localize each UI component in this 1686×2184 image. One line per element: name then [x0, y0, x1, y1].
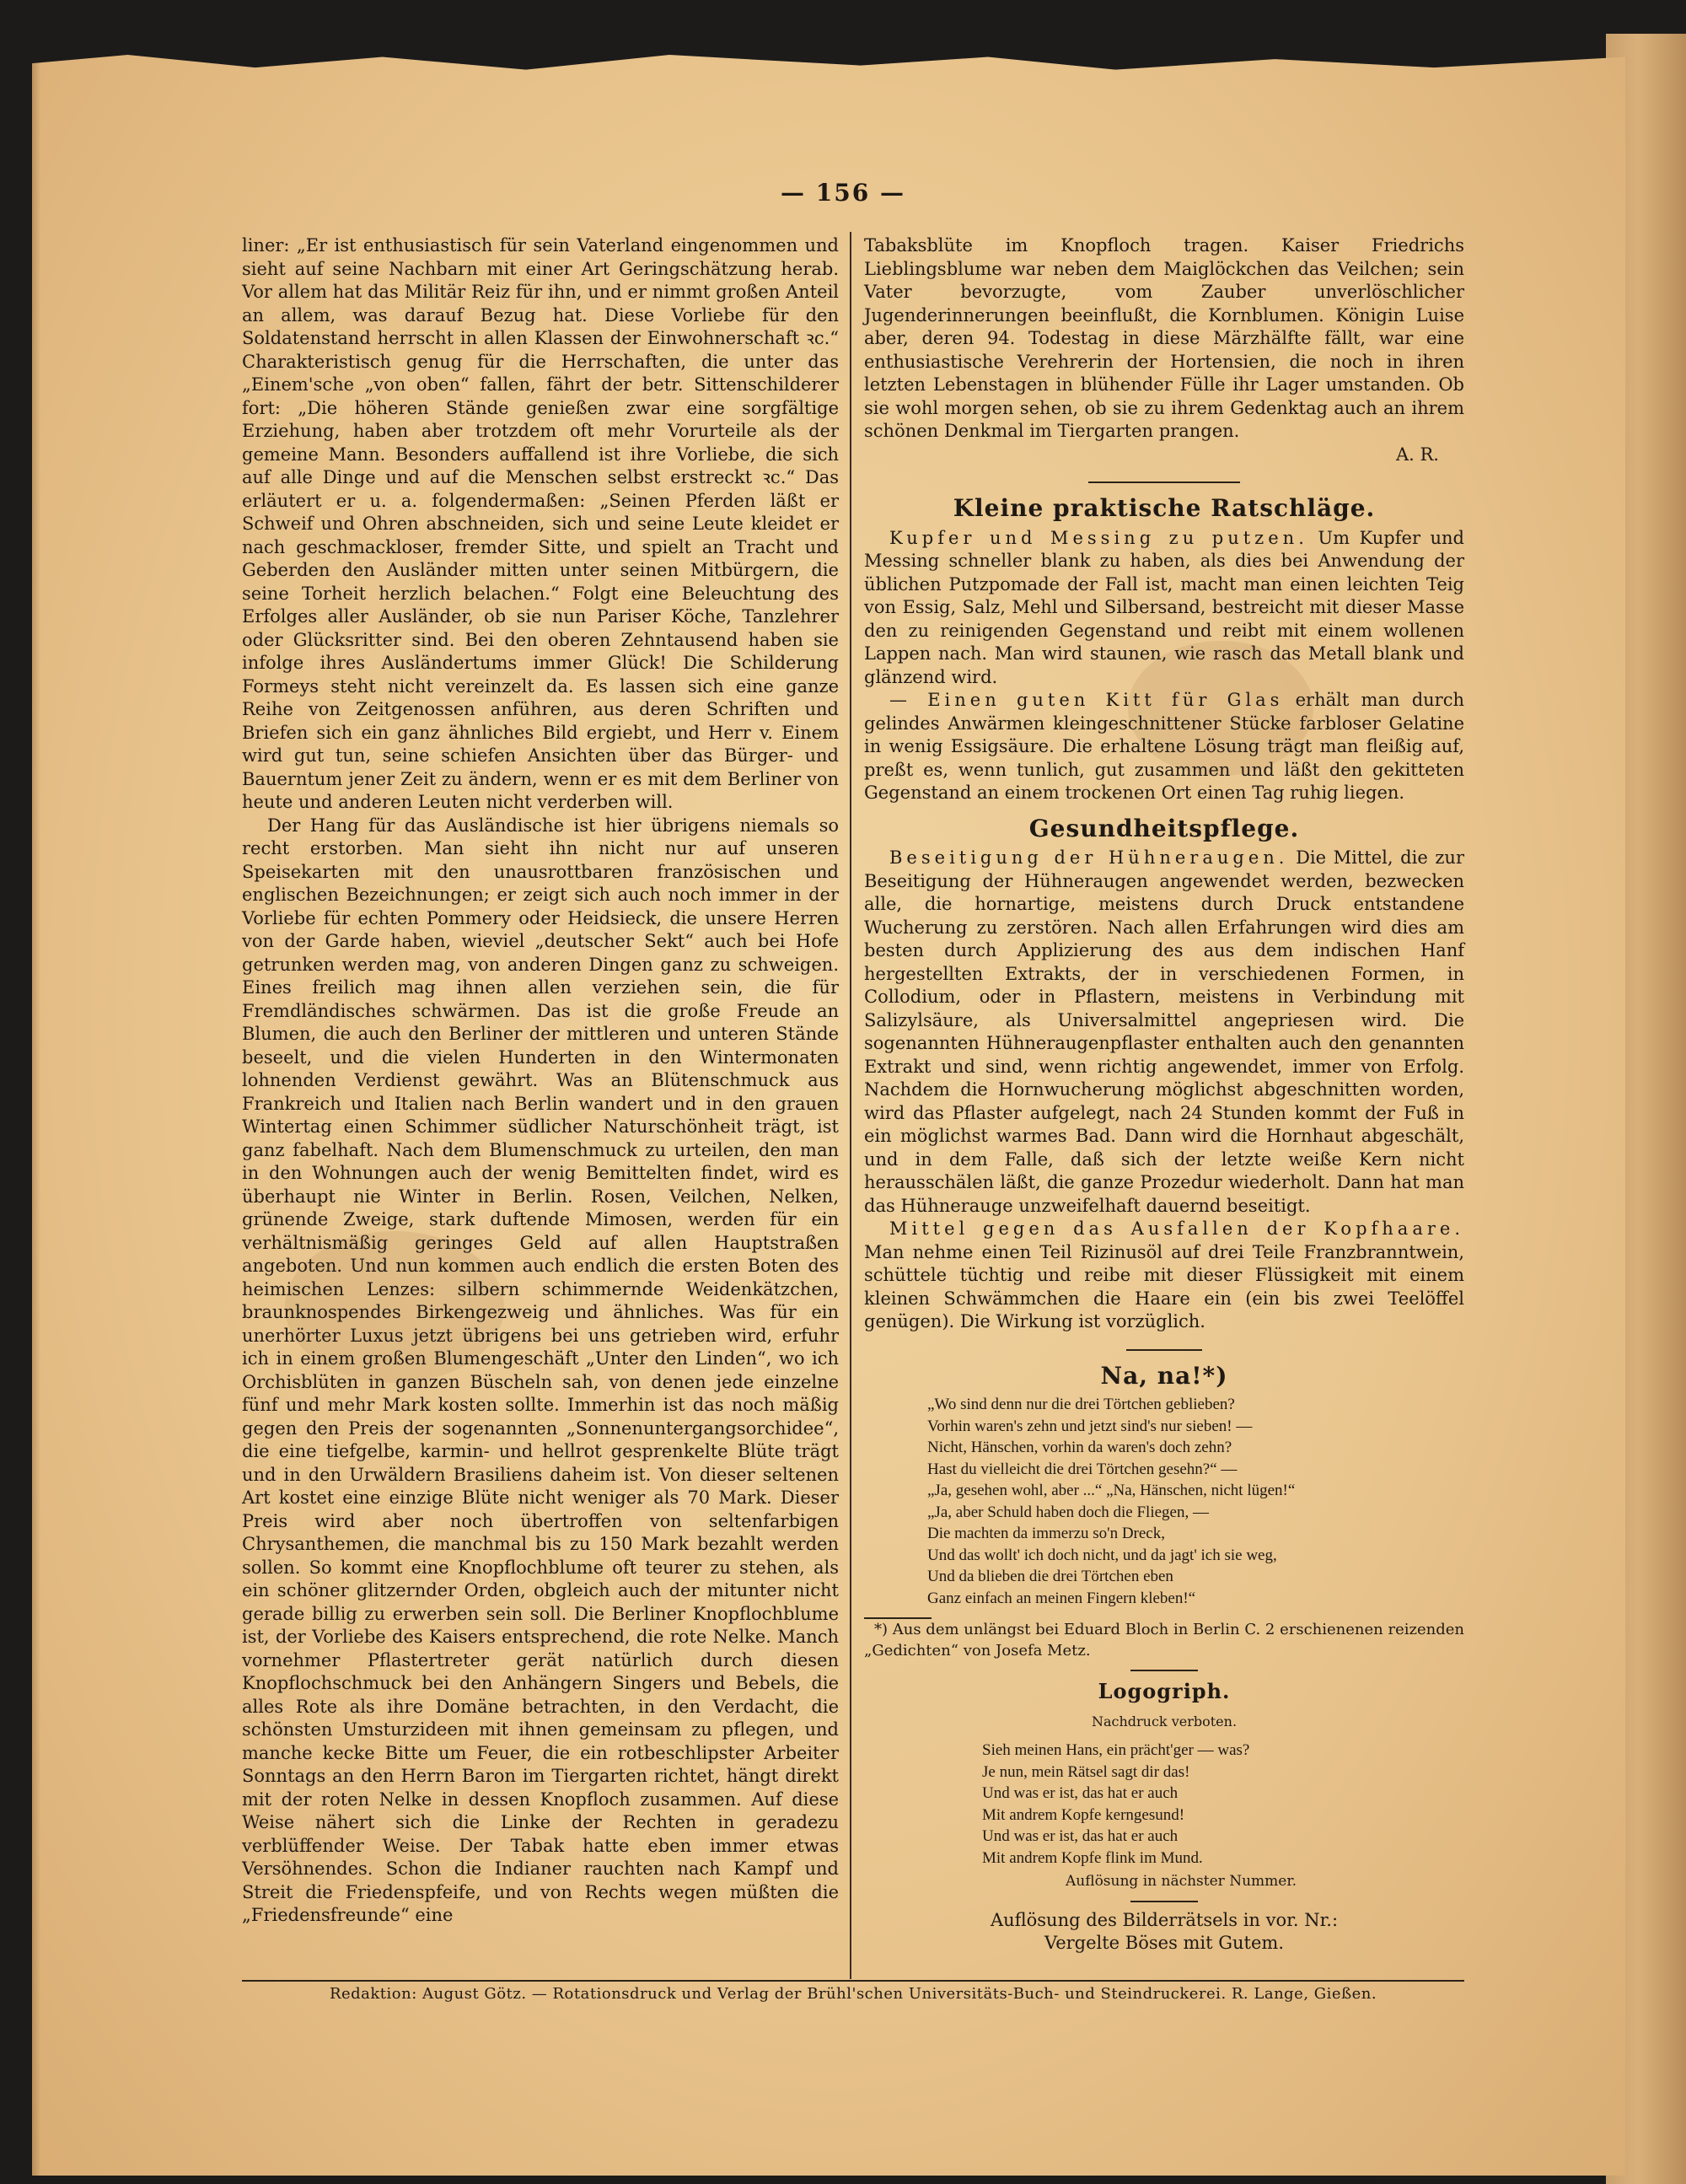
puzzle-solution-heading: Auflösung des Bilderrätsels in vor. Nr.:: [990, 1909, 1339, 1930]
section-title-ratschlaege: Kleine praktische Ratschläge.: [953, 494, 1376, 522]
poem-line: Ganz einfach an meinen Fingern kleben!“: [927, 1589, 1196, 1607]
poem-line: Nicht, Hänschen, vorhin da waren's doch zehn?: [927, 1439, 1232, 1456]
tip-kupfer-text: Um Kupfer und Messing schneller blank zu haben, als dies bei Anwendung der üblichen Putzpomade der Fall ist, macht man einen leichten Teig von Essig, Salz, Mehl und Silbersand, bestreicht mit dieser Masse den zu reinigenden Gegenstand und reibt mit einem wollenen Lappen nach. Man wird staunen, wie rasch das Metall blank und glänzend wird.: [864, 527, 1464, 687]
health-huehneraugen-heading: Beseitigung der Hühneraugen.: [889, 847, 1289, 868]
poem-title: Na, na!*): [1100, 1361, 1228, 1390]
health-haare-paragraph: [864, 1218, 1464, 1334]
logogriph-line: Und was er ist, das hat er auch: [982, 1827, 1179, 1845]
poem-line: Vorhin waren's zehn und jetzt sind's nur sieben! —: [927, 1417, 1253, 1435]
poem-line: Die machten da immerzu so'n Dreck,: [927, 1525, 1165, 1542]
logogriph-solution-note: Auflösung in nächster Nummer.: [1066, 1873, 1297, 1890]
imprint-footer: Redaktion: August Götz. — Rotationsdruck und Verlag der Brühl'schen Universitäts-Buch- und Steindruckerei. R. Lange, Gießen.: [329, 1985, 1377, 2003]
left-paragraph-2: Der Hang für das Ausländische ist hier übrigens niemals so recht erstorben. Man sieht ihn nicht nur auf unseren Speisekarten mit den unausrottbaren französischen und englischen Bezeichnungen; er zeigt sich auch noch immer in der Vorliebe für echten Pommery oder Heidsieck, die unsere Herren von der Garde haben, wieviel „deutscher Sekt“ auch bei Hofe getrunken werden mag, von anderen Dingen ganz zu schweigen. Eines freilich mag ihnen allen verziehen sein, die für Fremdländisches schwärmen. Das ist die große Freude an Blumen, die auch den Berliner der mittleren und unteren Stände beseelt, und die vielen Hunderten in den Wintermonaten lohnenden Verdienst gewährt. Was an Blütenschmuck aus Frankreich und Italien nach Berlin wandert und in den grauen Wintertag einen Schimmer südlicher Naturschönheit trägt, ist ganz fabelhaft. Nach dem Blumenschmuck zu urteilen, den man in den Wohnungen auch der wenig Bemittelten findet, wird es überhaupt nie Winter in Berlin. Rosen, Veilchen, Nelken, grünende Zweige, stark duftende Mimosen, werden für ein verhältnismäßig geringes Geld auf allen Hauptstraßen angeboten. Und nun kommen auch endlich die ersten Boten des heimischen Lenzes: silbern schimmernde Weidenkätzchen, braunknospendes Birkengezweig und ähnliches. Was für ein unerhörter Luxus jetzt übrigens bei uns getrieben wird, erfuhr ich in einem großen Blumengeschäft „Unter den Linden“, wo ich Orchisblüten in ganzen Büscheln sah, von denen jede einzelne fünf und mehr Mark kosten sollte. Immerhin ist das noch mäßig gegen den Preis der sogenannten „Sonnenuntergangsorchidee“, die eine tiefgelbe, karmin- und hellrot gesprenkelte Blüte trägt und in den Urwäldern Brasiliens daheim ist. Von dieser seltenen Art kostet eine einzige Blüte nicht weniger als 70 Mark. Dieser Preis wird aber noch übertroffen von seltenfarbigen Chrysanthemen, die manchmal bis zu 150 Mark bezahlt werden sollen. So kommt eine Knopflochblume oft teurer zu stehen, als ein schöner glitzernder Orden, obgleich auch der mitunter nicht gerade billig zu erwerben sein soll. Die Berliner Knopflochblume ist, der Vorliebe des Kaisers entsprechend, die rote Nelke. Manch vornehmer Pflastertreter gerät natürlich durch diesen Knopflochschmuck bei den Anhängern Singers und Bebels, die alles Rote als ihre Domäne betrachten, in den Verdacht, die schönsten Umsturzideen mit ihnen gemeinsam zu pflegen, und manche kecke Bitte um Feuer, die ein rotbeschlipster Arbeiter Sonntags an den Herrn Baron im Tiergarten richtet, hängt direkt mit der roten Nelke in dessen Knopfloch zusammen. Auf diese Weise nähert sich die Linke der Rechten in geradezu verblüffender Weise. Der Tabak hatte eben immer etwas Versöhnendes. Schon die Indianer rauchten nach Kampf und Streit die Friedenspfeife, und von Rechts wegen müßten die „Friedensfreunde“ eine: [242, 815, 839, 1925]
poem-body: [864, 1394, 1464, 1609]
right-intro-paragraph: Tabaksblüte im Knopfloch tragen. Kaiser Friedrichs Lieblingsblume war neben dem Maiglöckchen das Veilchen; sein Vater bevorzugte, vom Zauber unverlöschlicher Jugenderinnerungen beeinflußt, die Kornblumen. Königin Luise aber, deren 94. Todestag in diese Märzhälfte fällt, war eine enthusiastische Verehrerin der Hortensien, die noch in ihren letzten Lebenstagen in blühender Fülle ihr Lager umstanden. Ob sie wohl morgen sehen, ob sie zu ihrem Gedenktag auch an ihrem schönen Denkmal im Tiergarten prangen.: [864, 235, 1464, 441]
separator-rule-2: [1126, 1349, 1202, 1351]
logogriph-line: Mit andrem Kopfe flink im Mund.: [982, 1848, 1203, 1867]
poem-line: Und das wollt' ich doch nicht, und da jagt' ich sie weg,: [927, 1546, 1277, 1564]
article-signature: A. R.: [1395, 444, 1439, 465]
logogriph-line: Mit andrem Kopfe kerngesund!: [982, 1805, 1185, 1824]
poem-line: Und da blieben die drei Törtchen eben: [927, 1568, 1173, 1585]
poem-line: „Wo sind denn nur die drei Törtchen geblieben?: [927, 1396, 1235, 1413]
logogriph-line: Je nun, mein Rätsel sagt dir das!: [982, 1762, 1190, 1781]
health-haare-heading: Mittel gegen das Ausfallen der Kopfhaare.: [889, 1218, 1464, 1239]
separator-rule: [1088, 481, 1240, 483]
footer-rule: [242, 1980, 1464, 1982]
health-huehneraugen-text: Die Mittel, die zur Beseitigung der Hühneraugen angewendet werden, bezwecken alle, die hornartige, meistens durch Druck entstandene Wucherung zu zerstören. Nach allen Erfahrungen wird dies am besten durch Applizierung des aus dem indischen Hanf hergestellten Extrakts, der in verschiedenen Formen, in Collodium, oder in Pflastern, meistens in Verbindung mit Salizylsäure, als Universalmittel angepriesen wird. Die sogenannten Hühneraugenpflaster enthalten auch den genannten Extrakt und sind, wenn richtig angewendet, immer von Erfolg. Nachdem die Hornwucherung möglichst abgeschnitten worden, wird das Pflaster aufgelegt, nach 24 Stunden kommt der Fuß in ein möglichst warmes Bad. Dann wird die Hornhaut abgeschält, und in dem Falle, daß sich der letzte weiße Kern nicht herausschälen läßt, die ganze Prozedur wiederholt. Dann hat man das Hühnerauge unzweifelhaft dauernd beseitigt.: [864, 847, 1464, 1216]
poem-line: „Ja, gesehen wohl, aber ...“ „Na, Hänschen, nicht lügen!“: [927, 1482, 1296, 1499]
left-paragraph-1: liner: „Er ist enthusiastisch für sein Vaterland eingenommen und sieht auf seine Nachbarn mit einer Art Geringschätzung herab. Vor allem hat das Militär Reiz für ihn, und er nimmt großen Anteil an allem, was darauf Bezug hat. Diese Vorliebe für den Soldatenstand herrscht in allen Klassen der Einwohnerschaft ꝛc.“ Charakteristisch genug für die Herrschaften, die unter das „Einem'sche „von oben“ fallen, fährt der betr. Sittenschilderer fort: „Die höheren Stände genießen zwar eine sorgfältige Erziehung, haben aber trotzdem oft mehr Vorurteile als der gemeine Mann. Besonders auffallend ist ihre Vorliebe, die sich auf alle Dinge und auf die Menschen selbst erstreckt ꝛc.“ Das erläutert er u. a. folgendermaßen: „Seinen Pferden läßt er Schweif und Ohren abschneiden, sich und seine Leute kleidet er nach geschmackloser, fremder Sitte, und spielt an Tracht und Geberden den Ausländer mitten unter seinen Mitbürgern, die seine Torheit herzlich belachen.“ Folgt eine Beleuchtung des Erfolges aller Ausländer, ob sie nun Pariser Köche, Tanzlehrer oder Glücksritter sind. Bei den oberen Zehntausend haben sie infolge ihres Ausländertums immer Glück! Die Schilderung Formeys steht nicht vereinzelt da. Es lassen sich eine ganze Reihe von Zeitgenossen anführen, aus deren Schriften und Briefen sich ein ganz ähnliches Bild ergiebt, und Herr v. Einem wird gut tun, seine schiefen Ansichten über das Bürger- und Bauerntum jener Zeit zu ändern, wenn er es mit dem Berliner von heute und anderen Leuten nicht verderben will.: [242, 235, 839, 812]
separator-rule-3: [1130, 1670, 1198, 1671]
poem-line: Hast du vielleicht die drei Törtchen gesehn?“ —: [927, 1460, 1238, 1478]
separator-rule-4: [1130, 1901, 1198, 1902]
right-column: [864, 234, 1464, 1955]
puzzle-solution-text: Vergelte Böses mit Gutem.: [1044, 1933, 1285, 1953]
column-divider: [850, 232, 851, 1979]
health-haare-text: Man nehme einen Teil Rizinusöl auf drei Teile Franzbranntwein, schüttele tüchtig und reibe mit dieser Flüssigkeit mit einem kleinen Schwämmchen die Haare ein (ein bis zwei Teelöffel genügen). Die Wirkung ist vorzüglich.: [864, 1241, 1464, 1331]
tip-kupfer-heading: Kupfer und Messing zu putzen.: [889, 527, 1308, 548]
logogriph-line: Sieh meinen Hans, ein prächt'ger — was?: [982, 1741, 1250, 1759]
section-title-gesundheitspflege: Gesundheitspflege.: [1028, 814, 1300, 842]
logogriph-title: Logogriph.: [1098, 1679, 1231, 1703]
health-huehneraugen-paragraph: [864, 847, 1464, 1218]
tip-kupfer-paragraph: [864, 527, 1464, 690]
tip-kitt-heading: — Einen guten Kitt für Glas: [889, 690, 1284, 710]
page-number: — 156 —: [781, 179, 905, 207]
logogriph-body: [864, 1740, 1464, 1869]
left-column: [242, 234, 839, 1928]
tip-kitt-text: erhält man durch gelindes Anwärmen kleingeschnittener Stücke farbloser Gelatine in wenig Essigsäure. Die erhaltene Lösung trägt man fleißig auf, preßt es, wenn tunlich, gut zusammen und läßt den gekitteten Gegenstand an einem trockenen Ort einen Tag ruhig liegen.: [864, 690, 1464, 803]
poem-footnote: *) Aus dem unlängst bei Eduard Bloch in Berlin C. 2 erschienenen reizenden „Gedichten“ von Josefa Metz.: [864, 1621, 1464, 1660]
logogriph-line: Und was er ist, das hat er auch: [982, 1784, 1179, 1802]
poem-line: „Ja, aber Schuld haben doch die Fliegen, —: [927, 1503, 1209, 1521]
tip-kitt-paragraph: [864, 689, 1464, 805]
reprint-note: Nachdruck verboten.: [1091, 1713, 1238, 1729]
